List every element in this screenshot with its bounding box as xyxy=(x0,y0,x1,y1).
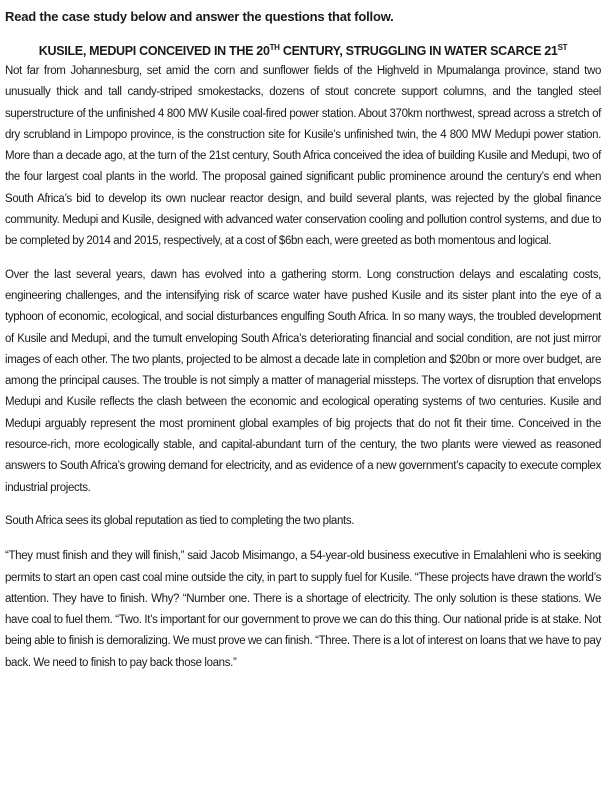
case-study-title xyxy=(5,43,601,59)
title-part-2: CENTURY, STRUGGLING IN WATER SCARCE 21 xyxy=(279,44,558,58)
paragraph-2: Over the last several years, dawn has evolved into a gathering storm. Long construction delays and escalating costs, engineering challenges, and the intensifying risk of scarce water have pushed Kusile and its sister plant into the eye of a typhoon of economic, ecological, and social disturbances engulfing South Africa. In so many ways, the troubled development of Kusile and Medupi, and the tumult enveloping South Africa’s deteriorating financial and social condition, are not just mirror images of each other. The two plants, projected to be almost a decade late in completion and $20bn or more over budget, are among the principal causes. The trouble is not simply a matter of managerial missteps. The vortex of disruption that envelops Medupi and Kusile reflects the clash between the economic and ecological operating systems of two centuries. Kusile and Medupi arguably represent the most prominent global examples of big projects that do not fit their time. Conceived in the resource-rich, more ecologically stable, and capital-abundant turn of the century, the two plants were viewed as reasoned answers to South Africa’s growing demand for electricity, and as evidence of a new government’s capacity to execute complex industrial projects. xyxy=(5,268,601,494)
paragraph-4: “They must finish and they will finish,” said Jacob Misimango, a 54-year-old business executive in Emalahleni who is seeking permits to start an open cast coal mine outside the city, in part to supply fuel for Kusile. “These projects have drawn the world’s attention. They have to finish. Why? “Number one. There is a shortage of electricity. The only solution is these stations. We have coal to fuel them. “Two. It’s important for our government to prove we can do this thing. Our national pride is at stake. Not being able to finish is demoralizing. We must prove we can finish. “Three. There is a lot of interest on loans that we have to pay back. We need to finish to pay back those loans.” xyxy=(5,550,601,669)
paragraph-1: Not far from Johannesburg, set amid the corn and sunflower fields of the Highveld in Mpumalanga province, stand two unusually thick and tall candy-striped smokestacks, dozens of stout concrete support columns, and the tangled steel superstructure of the unfinished 4 800 MW Kusile coal-fired power station. About 370km northwest, spread across a stretch of dry scrubland in Limpopo province, is the construction site for Kusile’s unfinished twin, the 4 800 MW Medupi power station. More than a decade ago, at the turn of the 21st century, South Africa conceived the idea of building Kusile and Medupi, two of the four largest coal plants in the world. The proposal gained significant public prominence around the century’s end when South Africa’s bid to develop its own nuclear reactor design, and build several plants, was rejected by the global finance community. Medupi and Kusile, designed with advanced water conservation cooling and pollution control systems, and due to be completed by 2014 and 2015, respectively, at a cost of $6bn each, were greeted as both momentous and logical. xyxy=(5,65,601,248)
title-superscript-1: TH xyxy=(269,42,280,52)
title-part-1: KUSILE, MEDUPI CONCEIVED IN THE 20 xyxy=(38,44,270,58)
paragraph-3: South Africa sees its global reputation as tied to completing the two plants. xyxy=(5,514,355,527)
title-superscript-2: ST xyxy=(557,42,568,52)
instruction-text: Read the case study below and answer the questions that follow. xyxy=(5,9,394,24)
